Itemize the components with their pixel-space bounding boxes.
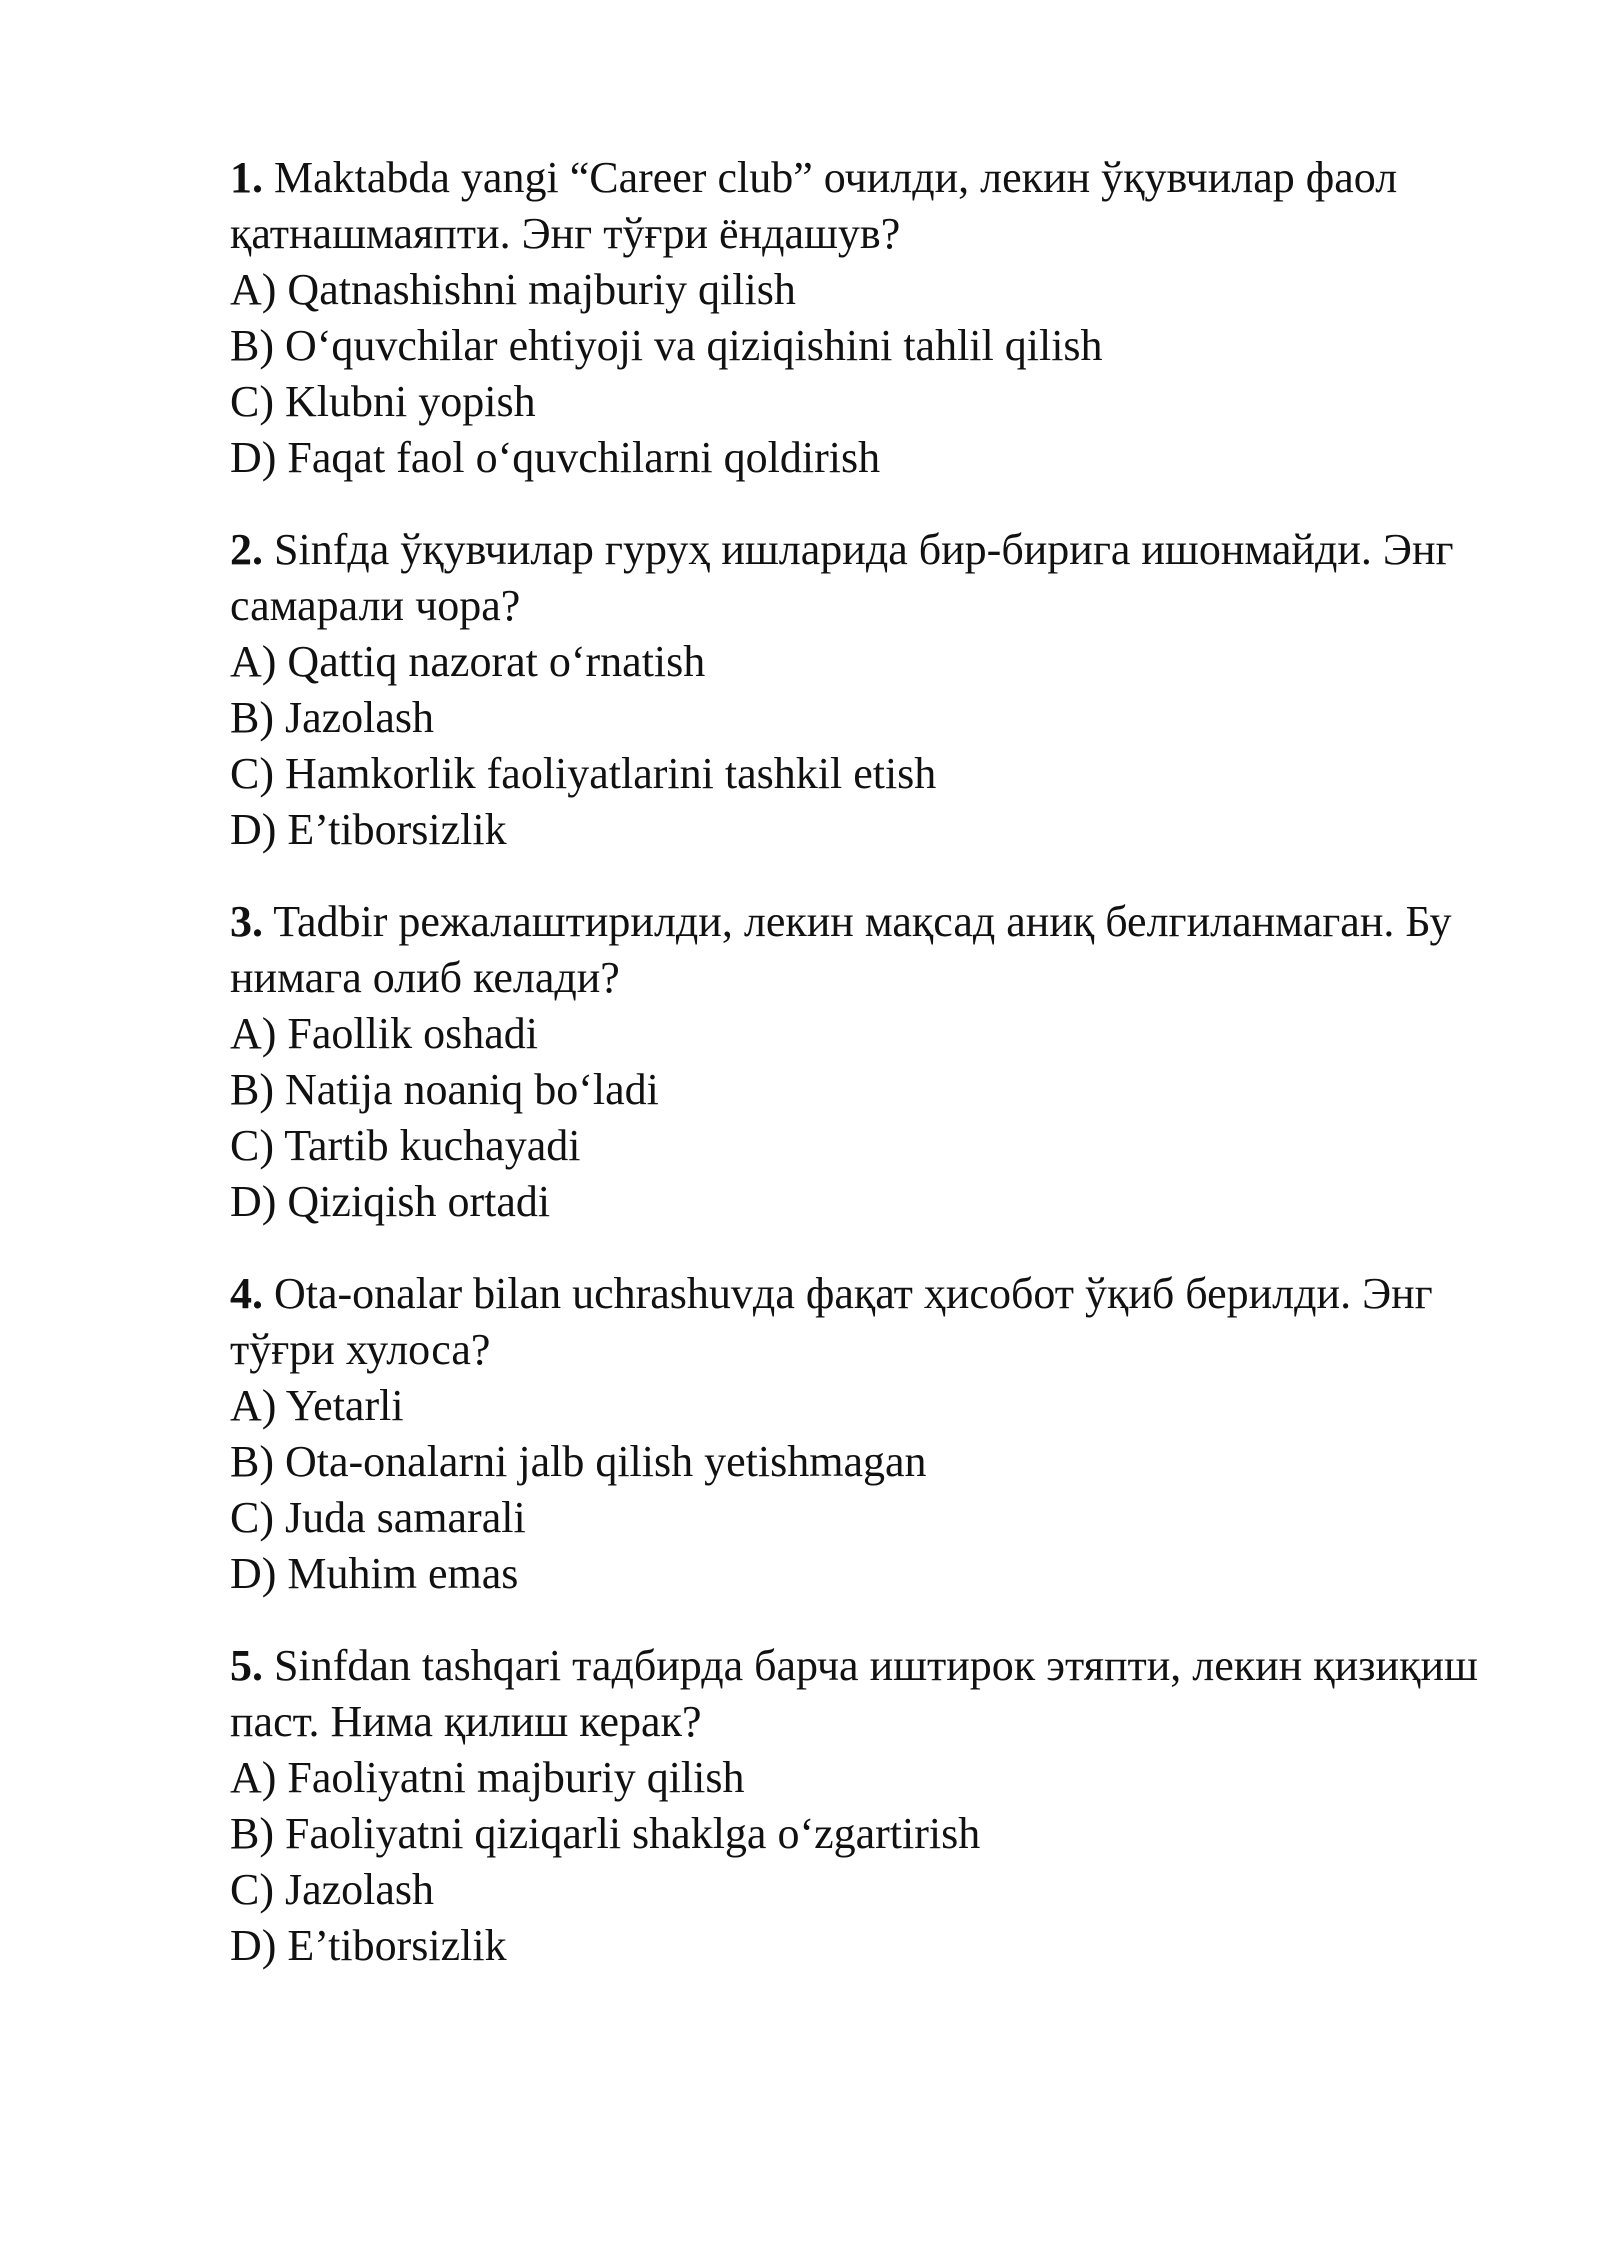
question-4 [230, 1266, 1530, 1602]
question-text [230, 1266, 1530, 1378]
option-b: B) Ota-onalarni jalb qilish yetishmagan [230, 1437, 927, 1486]
option-d: D) Faqat faol o‘quvchilarni qoldirish [230, 433, 881, 482]
question-2 [230, 522, 1530, 858]
document-page [230, 150, 1530, 2010]
option-a: A) Faollik oshadi [230, 1009, 538, 1058]
question-number: 1. [230, 153, 263, 202]
question-number: 3. [230, 897, 263, 946]
option-a: A) Qatnashishni majburiy qilish [230, 265, 796, 314]
option-a: A) Qattiq nazorat o‘rnatish [230, 637, 706, 686]
option-a: A) Faoliyatni majburiy qilish [230, 1753, 745, 1802]
option-d: D) E’tiborsizlik [230, 805, 507, 854]
question-text [230, 1638, 1530, 1750]
question-text [230, 522, 1530, 634]
question-body: Sinfда ўқувчилар гуруҳ ишларида бир-бирига ишонмайди. Энг самарали чора? [230, 525, 1454, 630]
option-b: B) Faoliyatni qiziqarli shaklga o‘zgartirish [230, 1809, 981, 1858]
option-a: A) Yetarli [230, 1381, 404, 1430]
option-c: C) Hamkorlik faoliyatlarini tashkil etish [230, 749, 937, 798]
option-b: B) Natija noaniq bo‘ladi [230, 1065, 659, 1114]
option-b: B) O‘quvchilar ehtiyoji va qiziqishini tahlil qilish [230, 321, 1103, 370]
option-d: D) E’tiborsizlik [230, 1921, 507, 1970]
option-c: C) Klubni yopish [230, 377, 536, 426]
question-body: Ota-onalar bilan uchrashuvда фақат ҳисобот ўқиб берилди. Энг тўғри хулоса? [230, 1269, 1433, 1374]
question-number: 5. [230, 1641, 263, 1690]
question-text [230, 894, 1530, 1006]
question-number: 2. [230, 525, 263, 574]
option-d: D) Qiziqish ortadi [230, 1177, 551, 1226]
option-d: D) Muhim emas [230, 1549, 519, 1598]
question-body: Maktabda yangi “Career club” очилди, лекин ўқувчилар фаол қатнашмаяпти. Энг тўғри ёндашув? [230, 153, 1398, 258]
option-c: C) Tartib kuchayadi [230, 1121, 581, 1170]
question-5 [230, 1638, 1530, 1974]
question-text [230, 150, 1530, 262]
question-number: 4. [230, 1269, 263, 1318]
question-3 [230, 894, 1530, 1230]
option-c: C) Jazolash [230, 1865, 435, 1914]
option-c: C) Juda samarali [230, 1493, 526, 1542]
option-b: B) Jazolash [230, 693, 435, 742]
question-1 [230, 150, 1530, 486]
question-body: Sinfdan tashqari тадбирда барча иштирок этяпти, лекин қизиқиш паст. Нима қилиш керак? [230, 1641, 1478, 1746]
question-body: Tadbir режалаштирилди, лекин мақсад аниқ белгиланмаган. Бу нимага олиб келади? [230, 897, 1452, 1002]
